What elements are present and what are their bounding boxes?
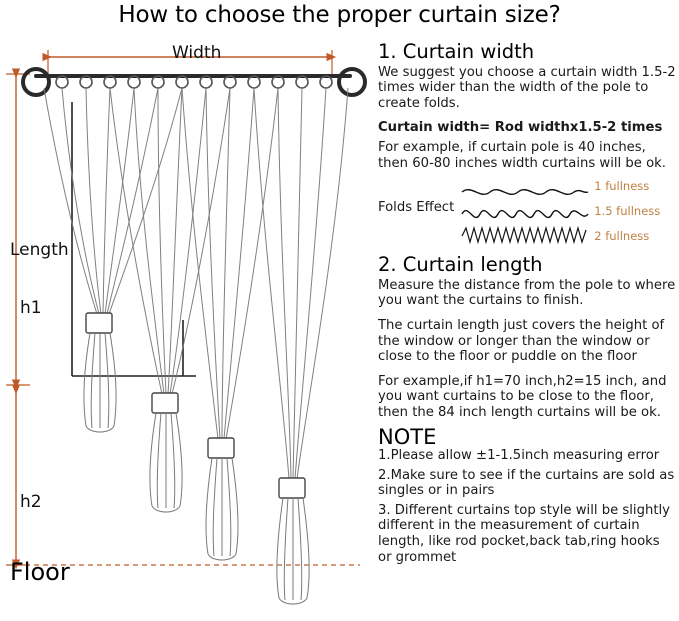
section-1-paragraph-1: We suggest you choose a curtain width 1.5-2 times wider than the width of the pole to create folds. (378, 64, 676, 111)
note-heading: NOTE (378, 424, 437, 449)
folds-key-1: 1 fullness (594, 179, 650, 194)
curtain-illustration (0, 30, 375, 617)
section-2-paragraph-1: Measure the distance from the pole to where you want the curtains to finish. (378, 277, 676, 309)
note-item-2: 2.Make sure to see if the curtains are sold as singles or in pairs (378, 467, 675, 499)
folds-key-3: 2 fullness (594, 229, 650, 244)
curtain-diagram (0, 30, 375, 617)
section-1-example: For example, if curtain pole is 40 inches, then 60-80 inches width curtains will be ok. (378, 139, 666, 171)
label-length: Length (10, 240, 69, 260)
label-floor: Floor (10, 558, 70, 586)
label-width: Width (172, 43, 222, 63)
label-h1: h1 (20, 298, 42, 318)
folds-effect-icon (460, 180, 590, 248)
folds-effect-label: Folds Effect (378, 200, 455, 216)
folds-effect-group (378, 180, 676, 248)
section-1-formula: Curtain width= Rod widthx1.5-2 times (378, 120, 663, 136)
folds-key-2: 1.5 fullness (594, 204, 661, 219)
instructions-column (378, 40, 676, 569)
section-2-heading: 2. Curtain length (378, 253, 543, 277)
label-h2: h2 (20, 492, 42, 512)
page-title: How to choose the proper curtain size? (118, 2, 561, 28)
section-2-paragraph-2: The curtain length just covers the height of the window or longer than the window or close to the floor or puddle on the floor (378, 317, 665, 365)
note-item-1: 1.Please allow ±1-1.5inch measuring error (378, 448, 660, 464)
section-1-heading: 1. Curtain width (378, 40, 535, 63)
section-2-example: For example,if h1=70 inch,h2=15 inch, and you want curtains to be close to the floor, then the 84 inch length curtains will be ok. (378, 373, 667, 420)
note-item-3: 3. Different curtains top style will be slightly different in the measurement of curtain length, like rod pocket,back tab,ring hooks or grommet (378, 502, 670, 565)
